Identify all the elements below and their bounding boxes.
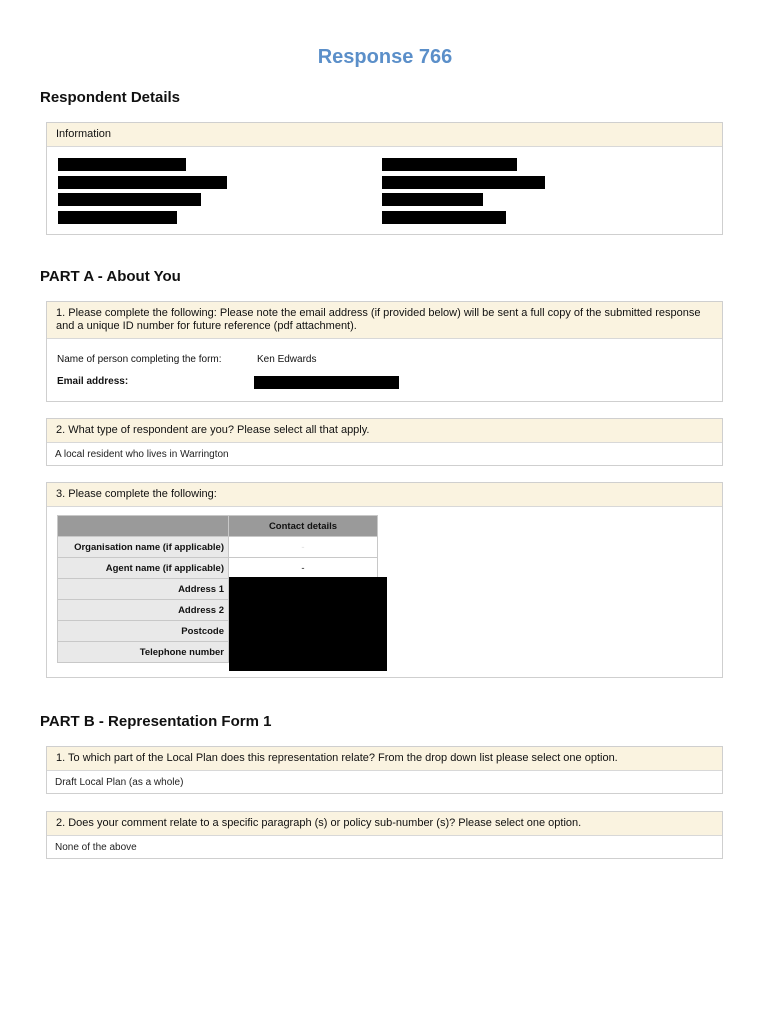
part-b-question-2-text: 2. Does your comment relate to a specific paragraph (s) or policy sub-number (s)? Please select one option.	[47, 812, 722, 836]
part-b-question-2-answer: None of the above	[55, 842, 137, 853]
organisation-name-value: -	[229, 537, 378, 558]
part-a-question-2-panel	[46, 418, 723, 466]
table-row	[58, 537, 378, 558]
information-panel	[46, 122, 723, 235]
redacted-block	[382, 158, 517, 171]
page-title: Response 766	[317, 46, 453, 68]
address-2-label: Address 2	[58, 600, 229, 621]
part-a-heading: PART A - About You	[40, 268, 181, 285]
postcode-label: Postcode	[58, 621, 229, 642]
name-field-label: Name of person completing the form:	[57, 354, 222, 365]
redacted-email	[254, 376, 399, 389]
information-panel-header: Information	[47, 123, 722, 147]
contact-details-column-header: Contact details	[229, 516, 378, 537]
redacted-contact-details	[229, 577, 387, 671]
respondent-details-heading: Respondent Details	[40, 89, 181, 106]
redacted-block	[58, 193, 201, 206]
agent-name-label: Agent name (if applicable)	[58, 558, 229, 579]
redacted-block	[58, 176, 227, 189]
redacted-block	[58, 211, 177, 224]
redacted-block	[382, 211, 506, 224]
part-b-question-1-panel	[46, 746, 723, 794]
part-a-question-1-text: 1. Please complete the following: Please note the email address (if provided below) will be sent a full copy of the submitted response and a unique ID number for future reference (pdf attachment).	[47, 302, 722, 339]
part-a-question-2-text: 2. What type of respondent are you? Please select all that apply.	[47, 419, 722, 443]
part-b-heading: PART B - Representation Form 1	[40, 713, 272, 730]
organisation-name-label: Organisation name (if applicable)	[58, 537, 229, 558]
address-1-label: Address 1	[58, 579, 229, 600]
part-b-question-1-text: 1. To which part of the Local Plan does this representation relate? From the drop down list please select one option.	[47, 747, 722, 771]
part-a-question-2-answer: A local resident who lives in Warrington	[55, 449, 229, 460]
email-field-label: Email address:	[57, 376, 129, 387]
redacted-block	[58, 158, 186, 171]
contact-table-header-row	[58, 516, 378, 537]
part-b-question-2-panel	[46, 811, 723, 859]
name-field-value: Ken Edwards	[257, 354, 317, 365]
part-b-question-1-answer: Draft Local Plan (as a whole)	[55, 777, 184, 788]
contact-table-corner	[58, 516, 229, 537]
part-a-question-3-panel	[46, 482, 723, 678]
redacted-block	[382, 176, 545, 189]
redacted-block	[382, 193, 483, 206]
agent-name-value: -	[229, 558, 378, 579]
table-row	[58, 558, 378, 579]
part-a-question-1-panel	[46, 301, 723, 402]
telephone-number-label: Telephone number	[58, 642, 229, 663]
part-a-question-3-text: 3. Please complete the following:	[47, 483, 722, 507]
